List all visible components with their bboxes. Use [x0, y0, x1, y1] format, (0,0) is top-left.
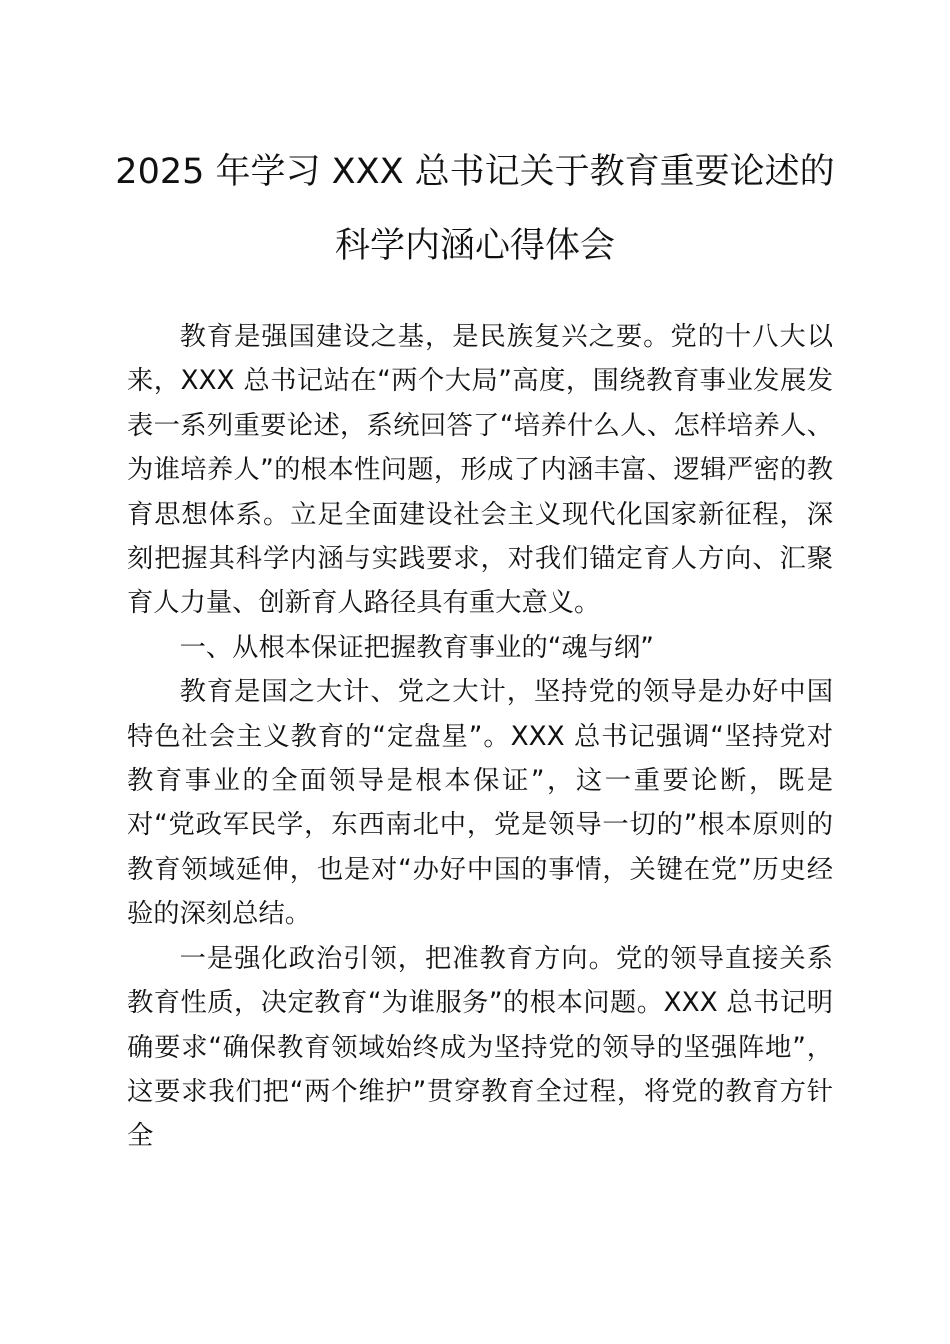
document-body — [127, 315, 833, 1159]
document-title-line-2: 科学内涵心得体会 — [334, 226, 615, 266]
section-heading: 一、从根本保证把握教育事业的“魂与纲” — [179, 632, 654, 663]
paragraph-point-1: 一是强化政治引领，把准教育方向。党的领导直接关系教育性质，决定教育“为谁服务”的根本问题。XXX 总书记明确要求“确保教育领域始终成为坚持党的领导的坚强阵地”，这要求我们把“两个维护”贯穿教育全过程，将党的教育方针全 — [127, 943, 833, 1152]
paragraph-section-1: 教育是国之大计、党之大计，坚持党的领导是办好中国特色社会主义教育的“定盘星”。XXX 总书记强调“坚持党对教育事业的全面领导是根本保证”，这一重要论断，既是对“党政军民学，东西南北中，党是领导一切的”根本原则的教育领域延伸，也是对“办好中国的事情，关键在党”历史经验的深刻总结。 — [127, 677, 833, 930]
document-title-line-1: 2025 年学习 XXX 总书记关于教育重要论述的 — [115, 152, 835, 192]
paragraph-intro: 教育是强国建设之基，是民族复兴之要。党的十八大以来，XXX 总书记站在“两个大局”高度，围绕教育事业发展发表一系列重要论述，系统回答了“培养什么人、怎样培养人、为谁培养人”的根本性问题，形成了内涵丰富、逻辑严密的教育思想体系。立足全面建设社会主义现代化国家新征程，深刻把握其科学内涵与实践要求，对我们锚定育人方向、汇聚育人力量、创新育人路径具有重大意义。 — [127, 322, 833, 619]
